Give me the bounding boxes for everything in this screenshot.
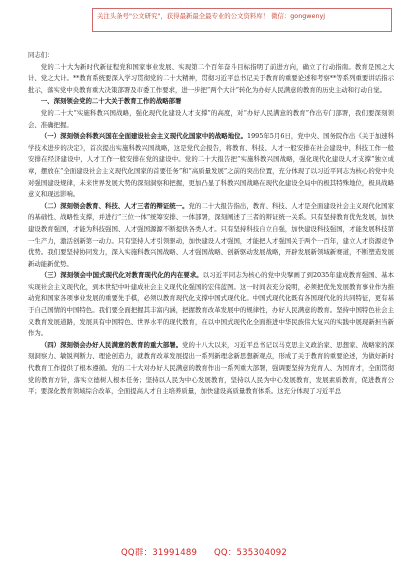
paragraph-subsection-1	[28, 131, 394, 201]
paragraph-text-1: 1995年5月6日，党中央、国务院作出《关于加速科学技术进步的决定》，首次提出实施科教兴国战略，这是党代会报告，将教育、科技、人才一般安排在社会建设中，科技工作一般安排在经济建设中，人才工作一般安排在党的建设中。党的二十大报告把“实施科教兴国战略，强化现代化建设人才支撑”独立成章，摆放在“全面建设社会主义现代化国家的首要任务”和“高质量发展”之前的突出位置，充分体现了以习近平同志为核心的党中央对强国建设规律，未来世界发展大势的深刻洞察和把握，更加凸显了科教兴国战略在现代化建设全局中的极其特殊地位，极具战略意义和现远影响。	[28, 132, 394, 199]
document-body	[28, 50, 394, 398]
paragraph-intro: 党的二十大为新时代新征程党和国家事业发展、实现第二个百年奋斗目标指明了前进方向，确立了行动指南。教育是国之大计、党之大计。**教育系统要深入学习贯彻党的二十大精神，贯彻习近平总书记关于教育的重要论述和考察**等系列重要讲话指示批示，落实党中央教育重大决策部署及市委工作要求，进一步把“两个大计”转化为办好人民满意的教育的历史主动和行动自觉。	[28, 62, 394, 94]
greeting: 同志们：	[28, 51, 54, 59]
footer-qq-group: QQ群：31991489	[121, 548, 198, 558]
subheading-1: （一）深刻领会科教兴国在全面建设社会主义现代化国家中的战略地位。	[40, 132, 248, 141]
paragraph-text-4: 党的十八大以来，习近平总书记以马克思主义政治家、思想家、战略家的深刻洞察力、敏锐判断力、理论创造力，就教育改革发展提出一系列新理念新思想新观点，形成了关于教育的重要论述，为做好新时代教育工作提供了根本遵循。党的二十大对办好人民满意的教育作出一系列重大部署，强调要坚持为党育人、为国育才，全面贯彻党的教育方针，落实立德树人根本任务；坚持以人民为中心发展教育，坚持以人民为中心发展教育，发展素质教育，促进教育公平；要深化教育领域综合改革，全面提高人才自主培养质量，加快建设高质量教育体系。这充分体现了习近平总	[28, 340, 395, 396]
promo-banner-text: 关注头条号"公文研究"，获得最新最全最专业的公文资料库！ 微信：gongwenyj	[97, 12, 326, 20]
subheading-3: （三）深刻领会中国式现代化对教育现代化的内在要求。	[40, 271, 203, 280]
subheading-2: （二）深刻领会教育、科技、人才三者的辩证统一。	[40, 201, 189, 210]
footer-qq: QQ：535304092	[214, 548, 287, 558]
section-heading-1: 一、深刻领会党的二十大关于教育工作的战略部署	[40, 97, 182, 106]
paragraph-lead: 党的二十大“实施科教兴国战略，强化现代化建设人才支撑”的高度，对“办好人民满意的教育”作出专门部署，我们要深刻领会、准确把握。	[28, 108, 394, 129]
promo-banner	[92, 8, 392, 32]
subheading-4: （四）深刻领会办好人民满意的教育的重大部署。	[40, 340, 183, 349]
paragraph-subsection-2	[28, 201, 394, 271]
paragraph-subsection-4	[28, 340, 394, 398]
footer-contact	[0, 546, 408, 558]
paragraph-text-2: 党的二十大报告指出，教育、科技、人才是全面建设社会主义现代化国家的基础性、战略性支撑，并进行“三位一体”统筹安排、一体部署，深刻阐述了三者的辩证统一关系。只有坚持教育优先发展，加快建设教育强国，才能为科技强国、人才强国源源不断提供各类人才。只有坚持科技自立自强，加快建设科技强国，才能发展科技第一生产力，激活创新第一动力。只有坚持人才引领驱动，加快建设人才强国，才能把人才强国关于两个一百年，建立人才资源竞争优势。我们要坚持协同发力，深入实施科教兴国战略、人才强国战略、创新驱动发展战略，开辟发展新领域新赛道，不断塑造发展新动能新优势。	[28, 201, 395, 268]
paragraph-text-3: 以习近平同志为核心的党中央擘画了到2035年建成教育强国、基本实现社会主义现代化，到本世纪中叶建成社会主义现代化强国的宏伟蓝图。这一时间表充分说明，必须把优先发展教育事业作为推动党和国家各项事业发展的重要先手棋，必须以教育现代化支撑中国式现代化。中国式现代化既有各国现代化的共同特征，更有基于自己国情的中国特色。我们要全面把握其丰富内涵，把握教育改革发展中的规律性，办好人民满意的教育。坚持中国特色社会主义教育发展道路，发展具有中国特色、世界水平的现代教育，在以中国式现代化全面推进中华民族伟大复兴的实践中展现新担当新作为。	[28, 271, 395, 338]
paragraph-subsection-3	[28, 270, 394, 340]
